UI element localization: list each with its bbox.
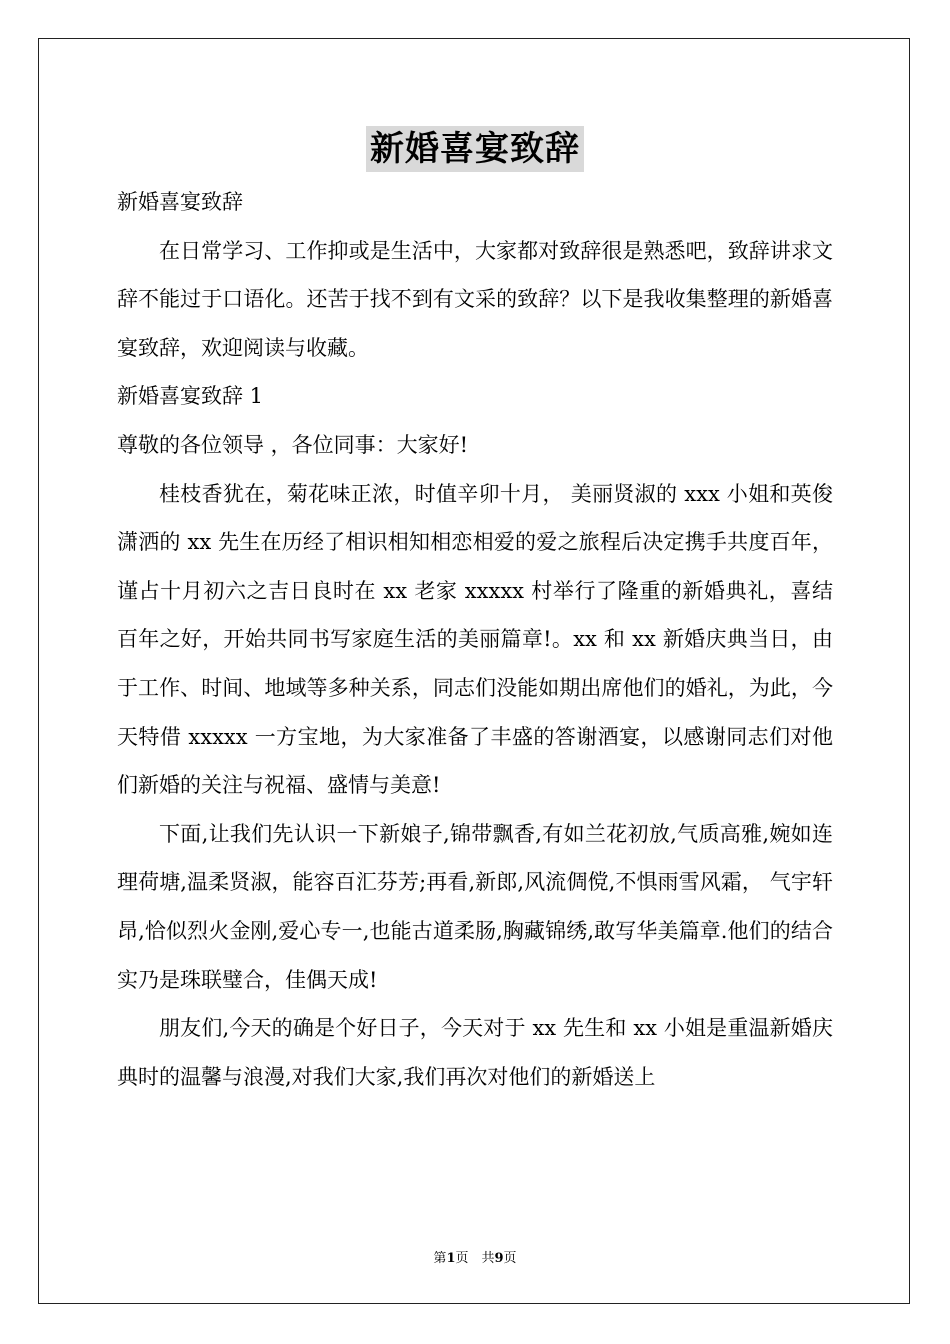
page-footer: [0, 1250, 950, 1268]
page-suffix: 页: [503, 1251, 517, 1266]
document-body: [117, 178, 833, 1101]
page-total-number: 9: [494, 1251, 504, 1266]
page-prefix: 第: [433, 1251, 447, 1266]
intro-paragraph: 在日常学习、工作抑或是生活中，大家都对致辞很是熟悉吧，致辞讲求文辞不能过于口语化。还苦于找不到有文采的致辞？以下是我收集整理的新婚喜宴致辞，欢迎阅读与收藏。: [117, 238, 833, 360]
greeting-line: 尊敬的各位领导 ，各位同事：大家好!: [117, 432, 469, 457]
page-mid: 页 共: [455, 1251, 495, 1266]
section-heading: 新婚喜宴致辞 1: [117, 384, 264, 409]
body-paragraph-1: 桂枝香犹在，菊花味正浓，时值辛卯十月， 美丽贤淑的 xxx 小姐和英俊潇洒的 xx 先生在历经了相识相知相恋相爱的爱之旅程后决定携手共度百年，谨占十月初六之吉日良时在 xx 老家 xxxxx 村举行了隆重的新婚典礼，喜结百年之好，开始共同书写家庭生活的美丽篇章!。xx 和 xx 新婚庆典当日，由于工作、时间、地域等多种关系，同志们没能如期出席他们的婚礼，为此，今天特借 xxxxx 一方宝地，为大家准备了丰盛的答谢酒宴，以感谢同志们对他们新婚的关注与祝福、盛情与美意!: [117, 481, 833, 798]
page-current-number: 1: [446, 1251, 456, 1266]
title-container: [0, 126, 950, 172]
body-paragraph-2: 下面,让我们先认识一下新娘子,锦带飘香,有如兰花初放,气质高雅,婉如连理荷塘,温柔贤淑，能容百汇芬芳;再看,新郎,风流倜傥,不惧雨雪风霜， 气宇轩昂,恰似烈火金刚,爱心专一,也能古道柔肠,胸藏锦绣,敢写华美篇章.他们的结合实乃是珠联璧合，佳偶天成!: [117, 821, 833, 992]
subtitle-line: 新婚喜宴致辞: [117, 190, 243, 214]
body-paragraph-3: 朋友们,今天的确是个好日子，今天对于 xx 先生和 xx 小姐是重温新婚庆典时的温馨与浪漫,对我们大家,我们再次对他们的新婚送上: [117, 1016, 833, 1089]
document-title: 新婚喜宴致辞: [366, 126, 584, 172]
